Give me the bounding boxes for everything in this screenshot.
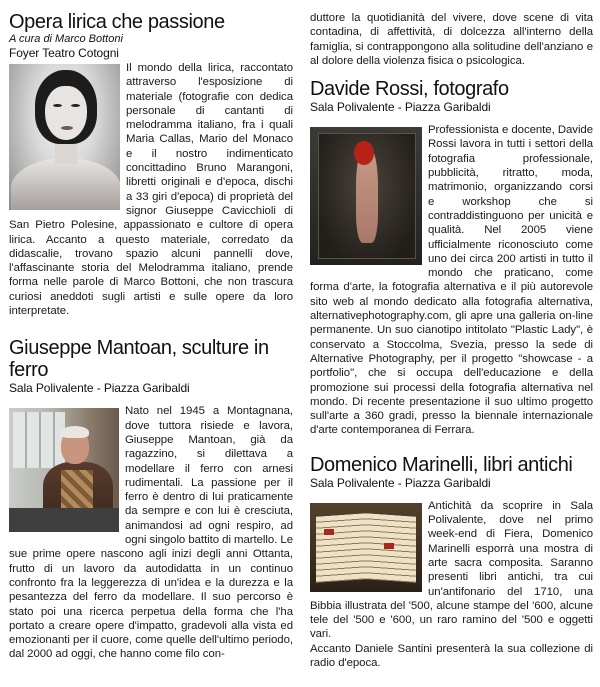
article-body-text: Antichità da scoprire in Sala Polivalente, dove nel primo week-end di Fiera, Domenico Marinelli esporrà una mostra di arte sacra composita. Saranno presenti libri antichi, tra cui un'antifonario del 1710, una Bibbia illustrata del '500, alcune stampe del '600, alcune tele del '500 e '600, un raro ramino del '500 e oggetti vari. [310,499,593,641]
article-body [9,61,293,318]
article-venue: Sala Polivalente - Piazza Garibaldi [9,381,190,396]
article-body [9,404,293,661]
right-column [310,0,593,670]
article-title: Domenico Marinelli, libri antichi [310,453,573,476]
article-body-text: Il mondo della lirica, raccontato attraverso l'esposizione di materiale (fotografie con dedica personale di cantanti di melodramma italiano, fra i quali Maria Callas, Mario del Monaco e il nostro indimenticato concittadino Bruno Marangoni, libretti originali e d'epoca, dischi a 33 giri d'epoca) di proprietà del signor Giuseppe Cavicchioli di San Pietro Polesine, appassionato e cultore di opera lirica. Accanto a questo materiale, corredato da didascalie, trovano spazio alcuni pannelli dove, l'affascinante storia del Melodramma italiano, prende forma nelle parole di Marco Bottoni, che non trascura curiosi aneddoti sugli artisti e sulle opere da loro interpretate. [9,62,293,318]
article-marinelli [310,454,593,671]
antique-book-photo [310,503,422,592]
article-mantoan-continued [310,0,593,68]
article-opera [9,0,293,318]
article-curator: A cura di Marco Bottoni [9,33,123,45]
article-body [310,499,593,671]
article-body [310,123,593,438]
article-venue: Foyer Teatro Cotogni [9,46,119,60]
left-column [9,0,293,662]
article-rossi [310,78,593,438]
article-body-text: Professionista e docente, Davide Rossi lavora in tutti i settori della fotografia professionale, pubblicità, ritratto, moda, matrimonio, organizzando corsi e workshop che si contraddistinguono per unicità e qualità. Nel 2005 viene ufficialmente riconosciuto come uno dei circa 200 artisti in tutto il mondo che praticano, come forma d'arte, la fotografia alternativa e il più autorevole sito web al mondo dedicato alla fotografia alternativa, alternativephotography.com, gli apre una galleria on-line permanente. Un suo cianotipo intitolato "Plastic Lady", è conservato a Stoccolma, Svezia, presso la sede di Alternative Photography, per il progetto "showcase - a portfolio", che si occupa dell'educazione e della promozione sui processi della fotografia alternativa nel mondo. Di recente presentazione il suo ultimo progetto sull'arte a 360 gradi, presso la biennale internazionale d'arte contemporanea di Ferrara. [310,124,593,437]
article-body-text-2: Accanto Daniele Santini presenterà la sua collezione di radio d'epoca. [310,642,593,669]
article-body-text: Nato nel 1945 a Montagnana, dove tuttora risiede e lavora, Giuseppe Mantoan, già da ragazzino, si dilettava a modellare il ferro con arnesi rudimentali. La passione per il ferro è dentro di lui praticamente da sempre e con lui è cresciuta, animandosi ad ogni respiro, ad ogni singolo battito di martello. Le sue prime opere nascono agli inizi degli anni Ottanta, frutto di un lavoro da autodidatta in un continuo confronto fra la leggerezza di un'idea e la durezza e la pesantezza del ferro da modellare. Il suo percorso è stato poi una ricerca perpetua della forma che l'ha portato a creare opere d'impatto, gradevoli alla vista ed emozionanti per il cuore, come quelle dell'ultimo periodo, dal 2000 ad oggi, che hanno come filo con- [9,405,293,661]
giuseppe-mantoan-photo [9,408,119,532]
article-venue: Sala Polivalente - Piazza Garibaldi [310,100,491,115]
plastic-lady-photo [310,127,422,265]
maria-callas-photo [9,64,120,210]
article-venue: Sala Polivalente - Piazza Garibaldi [310,475,491,490]
article-body-text: duttore la quotidianità del vivere, dove scene di vita contadina, di affettività, di dolcezza all'interno della famiglia, si contrappongono alla solitudine dell'anziano e al dolore della violenza fisica o psicologica. [310,12,593,67]
article-title: Davide Rossi, fotografo [310,78,509,101]
article-mantoan [9,337,293,661]
article-title: Giuseppe Mantoan, sculture in ferro [9,337,269,382]
article-title: Opera lirica che passione [9,11,225,33]
